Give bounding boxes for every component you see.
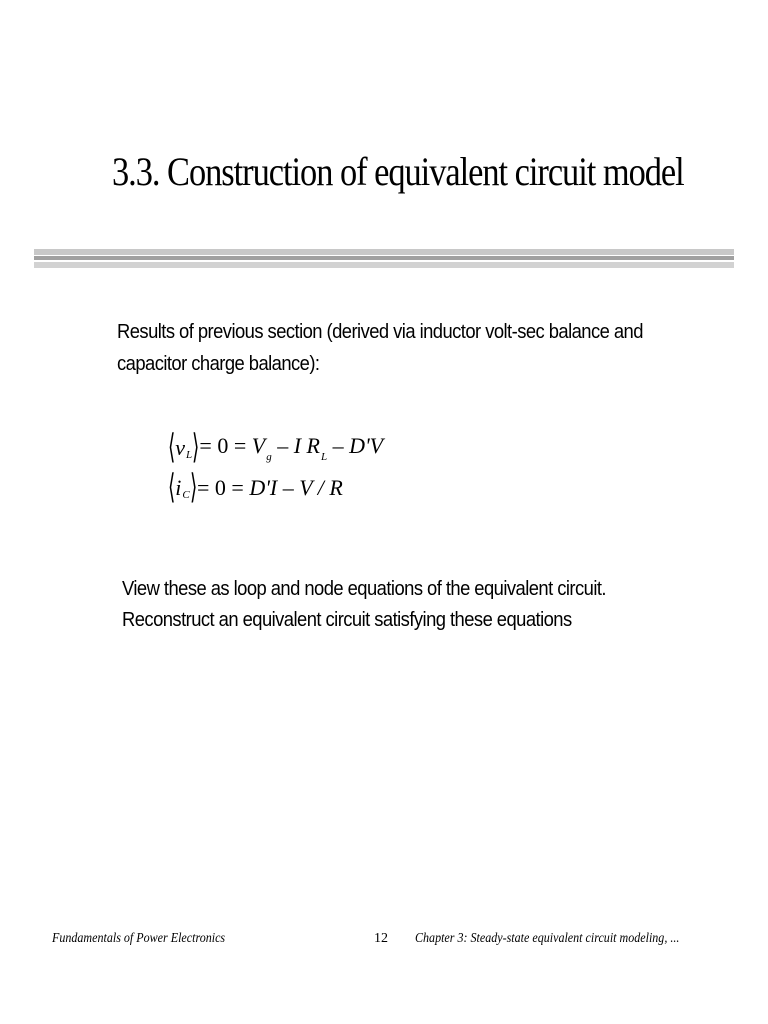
equation-lhs-subscript: L [186, 449, 193, 461]
left-angle-bracket: ⟨ [167, 429, 176, 466]
equation-rhs [199, 426, 383, 470]
title-divider [34, 249, 734, 255]
equation-capacitor [168, 468, 383, 508]
title-divider [34, 262, 734, 268]
equation-rhs [197, 468, 343, 508]
left-angle-bracket: ⟨ [167, 469, 176, 506]
equation-term: D'I [249, 475, 278, 500]
equation-term: = 0 = [197, 475, 250, 500]
title-divider [34, 256, 734, 260]
slide-title: 3.3. Construction of equivalent circuit model [112, 149, 684, 194]
equation-term: – [327, 433, 350, 458]
equation-lhs-variable: i [175, 475, 182, 500]
equation-term: I R [293, 433, 320, 458]
equation-subscript: L [320, 451, 328, 463]
right-angle-bracket: ⟩ [189, 469, 198, 506]
equation-lhs-variable: v [175, 435, 186, 460]
intro-text: Results of previous section (derived via inductor volt-sec balance and capacitor charge balance): [117, 321, 643, 375]
equation-term: D'V [349, 433, 384, 458]
equation-inductor [168, 428, 383, 468]
view-line: View these as loop and node equations of the equivalent circuit. [122, 578, 606, 600]
equation-term: – [277, 475, 300, 500]
equation-subscript: g [266, 451, 272, 463]
footer-page-number: 12 [374, 931, 388, 946]
footer-book-title: Fundamentals of Power Electronics [52, 931, 226, 946]
equation-term: – [271, 433, 294, 458]
right-angle-bracket: ⟩ [192, 429, 200, 466]
view-line: Reconstruct an equivalent circuit satisfying these equations [122, 609, 572, 631]
equations-block [168, 428, 383, 508]
view-text [122, 574, 674, 636]
equation-term: V [251, 433, 266, 458]
footer-chapter-title: Chapter 3: Steady-state equivalent circuit modeling, ... [415, 931, 680, 946]
equation-term: = 0 = [199, 433, 252, 458]
equation-term: V / R [299, 475, 343, 500]
equation-lhs-subscript: C [182, 489, 190, 501]
